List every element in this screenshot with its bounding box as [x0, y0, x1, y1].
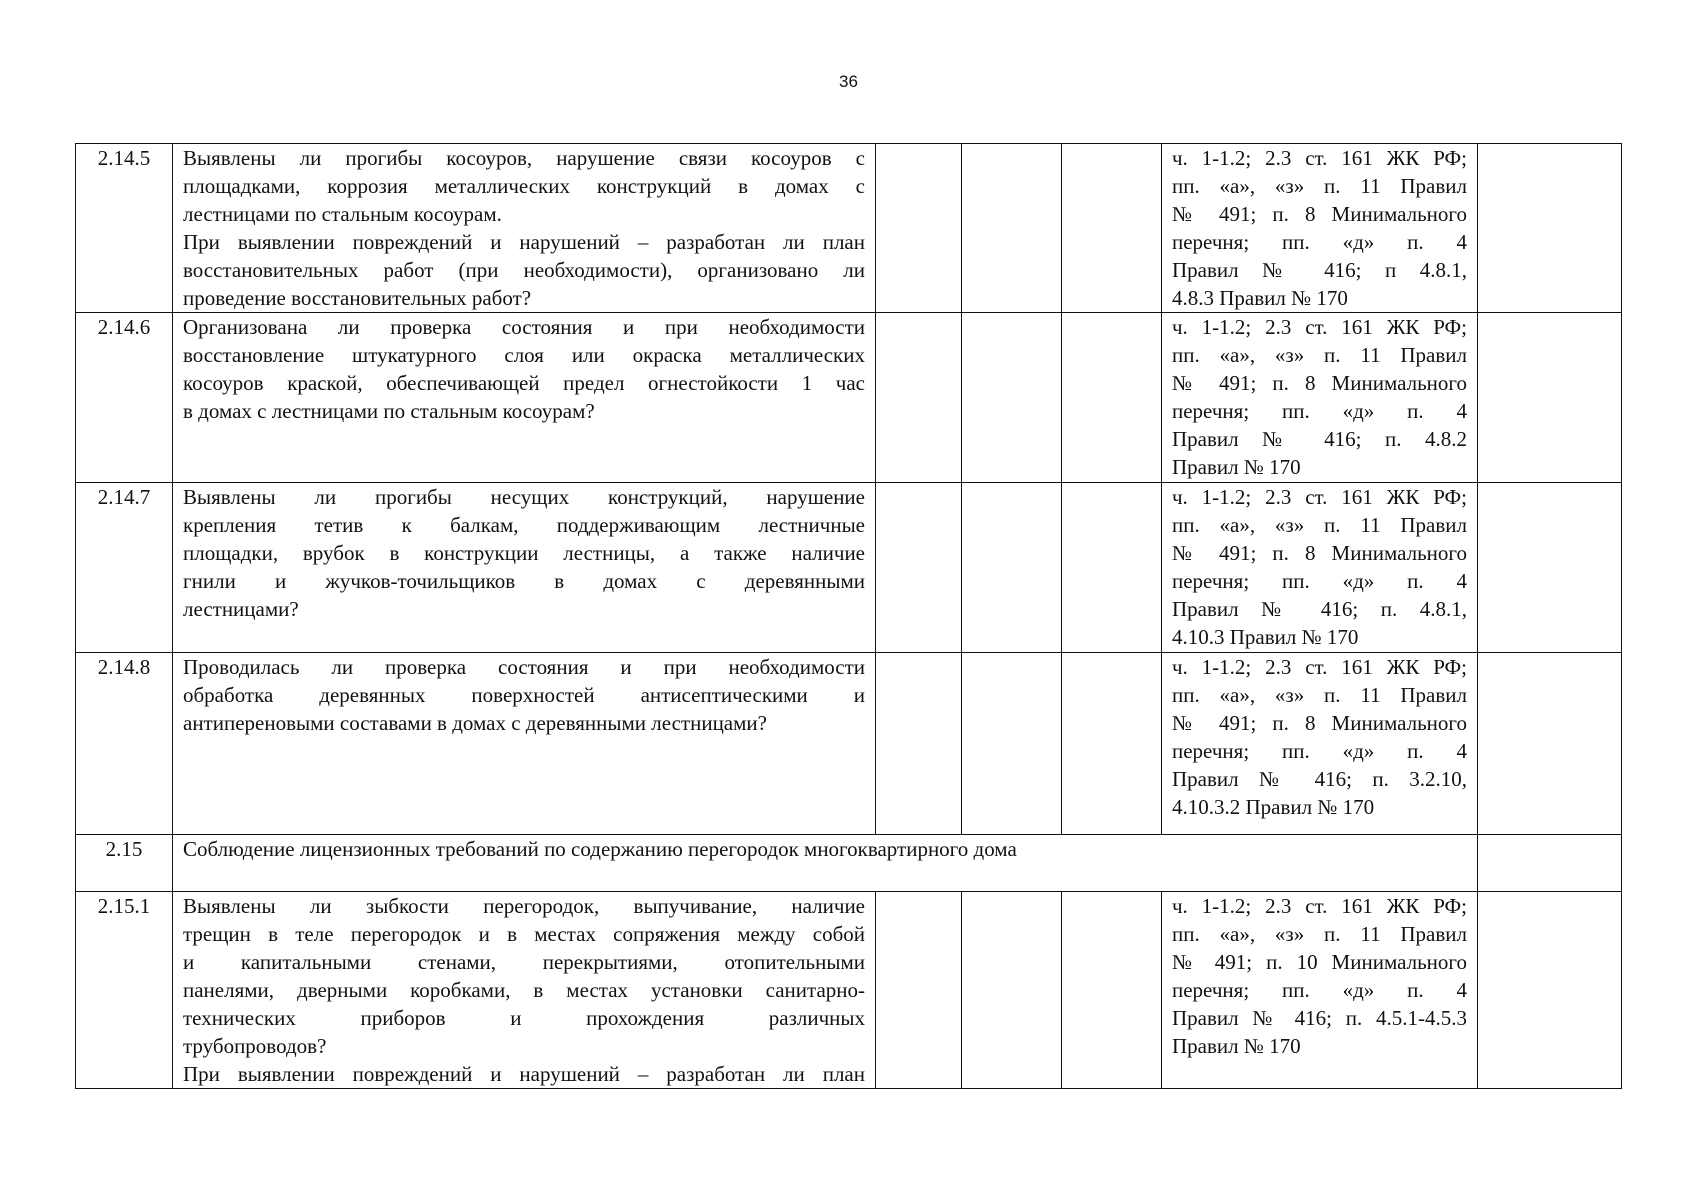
empty-cell: [1478, 483, 1622, 653]
reference-cell: [1162, 144, 1478, 313]
reference-line: Правил № 416; п. 4.8.2: [1172, 427, 1467, 451]
reference-line: ч. 1-1.2; 2.3 ст. 161 ЖК РФ;: [1172, 655, 1467, 679]
reference-line: № 491; п. 8 Минимального: [1172, 202, 1467, 226]
empty-cell: [1478, 653, 1622, 835]
reference-line: перечня; пп. «д» п. 4: [1172, 978, 1467, 1002]
question-line: площадки, врубок в конструкции лестницы, а также наличие: [183, 541, 865, 565]
question-line: При выявлении повреждений и нарушений – разработан ли план: [183, 230, 865, 254]
question-line: обработка деревянных поверхностей антисептическими и: [183, 683, 865, 707]
item-number: 2.14.5: [76, 144, 173, 313]
question-line: трубопроводов?: [183, 1034, 327, 1058]
empty-cell: [962, 892, 1062, 1089]
empty-cell: [962, 653, 1062, 835]
question-line: лестницами по стальным косоурам.: [183, 202, 502, 226]
question-cell: [173, 313, 876, 483]
question-line: технических приборов и прохождения различных: [183, 1006, 865, 1030]
reference-line: ч. 1-1.2; 2.3 ст. 161 ЖК РФ;: [1172, 485, 1467, 509]
question-line: гнили и жучков-точильщиков в домах с деревянными: [183, 569, 865, 593]
reference-line: пп. «а», «з» п. 11 Правил: [1172, 174, 1467, 198]
reference-line: ч. 1-1.2; 2.3 ст. 161 ЖК РФ;: [1172, 894, 1467, 918]
table-row: [76, 313, 1622, 483]
question-line: площадками, коррозия металлических конструкций в домах с: [183, 174, 865, 198]
question-line: трещин в теле перегородок и в местах сопряжения между собой: [183, 922, 865, 946]
question-line: восстановление штукатурного слоя или окраска металлических: [183, 343, 865, 367]
empty-cell: [1062, 144, 1162, 313]
reference-line: ч. 1-1.2; 2.3 ст. 161 ЖК РФ;: [1172, 146, 1467, 170]
question-line: крепления тетив к балкам, поддерживающим лестничные: [183, 513, 865, 537]
question-line: в домах с лестницами по стальным косоурам?: [183, 399, 595, 423]
question-line: Выявлены ли прогибы несущих конструкций, нарушение: [183, 485, 865, 509]
reference-line: Правил № 170: [1172, 455, 1301, 479]
reference-line: Правил № 416; п. 4.8.1,: [1172, 597, 1467, 621]
table-row: [76, 483, 1622, 653]
reference-line: пп. «а», «з» п. 11 Правил: [1172, 513, 1467, 537]
item-number: 2.14.7: [76, 483, 173, 653]
empty-cell: [1478, 892, 1622, 1089]
question-cell: [173, 144, 876, 313]
reference-line: 4.8.3 Правил № 170: [1172, 286, 1348, 310]
question-line: При выявлении повреждений и нарушений – разработан ли план: [183, 1062, 865, 1086]
empty-cell: [1478, 144, 1622, 313]
reference-line: № 491; п. 8 Минимального: [1172, 541, 1467, 565]
reference-line: пп. «а», «з» п. 11 Правил: [1172, 343, 1467, 367]
page-number: 36: [839, 72, 858, 91]
section-row: [76, 835, 1622, 892]
question-line: Выявлены ли зыбкости перегородок, выпучивание, наличие: [183, 894, 865, 918]
table-row: [76, 653, 1622, 835]
reference-line: Правил № 170: [1172, 1034, 1301, 1058]
reference-line: пп. «а», «з» п. 11 Правил: [1172, 683, 1467, 707]
empty-cell: [876, 144, 962, 313]
empty-cell: [962, 483, 1062, 653]
reference-line: № 491; п. 10 Минимального: [1172, 950, 1467, 974]
section-title: Соблюдение лицензионных требований по содержанию перегородок многоквартирного дома: [173, 835, 1478, 892]
question-line: Выявлены ли прогибы косоуров, нарушение связи косоуров с: [183, 146, 865, 170]
reference-line: пп. «а», «з» п. 11 Правил: [1172, 922, 1467, 946]
reference-cell: [1162, 653, 1478, 835]
question-line: антипереновыми составами в домах с деревянными лестницами?: [183, 711, 767, 735]
empty-cell: [876, 892, 962, 1089]
empty-cell: [962, 144, 1062, 313]
question-cell: [173, 653, 876, 835]
question-line: проведение восстановительных работ?: [183, 286, 532, 310]
empty-cell: [1478, 835, 1622, 892]
reference-line: Правил № 416; п. 3.2.10,: [1172, 767, 1467, 791]
reference-line: перечня; пп. «д» п. 4: [1172, 739, 1467, 763]
question-line: и капитальными стенами, перекрытиями, отопительными: [183, 950, 865, 974]
question-line: Организована ли проверка состояния и при необходимости: [183, 315, 865, 339]
item-number: 2.14.6: [76, 313, 173, 483]
reference-line: № 491; п. 8 Минимального: [1172, 371, 1467, 395]
reference-line: ч. 1-1.2; 2.3 ст. 161 ЖК РФ;: [1172, 315, 1467, 339]
item-number: 2.15.1: [76, 892, 173, 1089]
table-row: [76, 144, 1622, 313]
reference-cell: [1162, 313, 1478, 483]
reference-line: Правил № 416; п 4.8.1,: [1172, 258, 1467, 282]
empty-cell: [1062, 653, 1162, 835]
empty-cell: [1062, 892, 1162, 1089]
empty-cell: [962, 313, 1062, 483]
empty-cell: [1062, 483, 1162, 653]
table-row: [76, 892, 1622, 1089]
empty-cell: [876, 653, 962, 835]
item-number: 2.14.8: [76, 653, 173, 835]
question-line: лестницами?: [183, 597, 299, 621]
reference-line: Правил № 416; п. 4.5.1-4.5.3: [1172, 1006, 1467, 1030]
reference-line: перечня; пп. «д» п. 4: [1172, 399, 1467, 423]
empty-cell: [876, 483, 962, 653]
reference-line: перечня; пп. «д» п. 4: [1172, 230, 1467, 254]
question-line: панелями, дверными коробками, в местах установки санитарно-: [183, 978, 865, 1002]
empty-cell: [876, 313, 962, 483]
reference-line: 4.10.3 Правил № 170: [1172, 625, 1359, 649]
checklist-table: [75, 143, 1622, 1089]
reference-cell: [1162, 892, 1478, 1089]
question-line: восстановительных работ (при необходимости), организовано ли: [183, 258, 865, 282]
reference-line: № 491; п. 8 Минимального: [1172, 711, 1467, 735]
reference-line: 4.10.3.2 Правил № 170: [1172, 795, 1375, 819]
reference-cell: [1162, 483, 1478, 653]
reference-line: перечня; пп. «д» п. 4: [1172, 569, 1467, 593]
question-cell: [173, 892, 876, 1089]
empty-cell: [1062, 313, 1162, 483]
question-line: косоуров краской, обеспечивающей предел огнестойкости 1 час: [183, 371, 865, 395]
section-number: 2.15: [76, 835, 173, 892]
empty-cell: [1478, 313, 1622, 483]
question-cell: [173, 483, 876, 653]
question-line: Проводилась ли проверка состояния и при необходимости: [183, 655, 865, 679]
